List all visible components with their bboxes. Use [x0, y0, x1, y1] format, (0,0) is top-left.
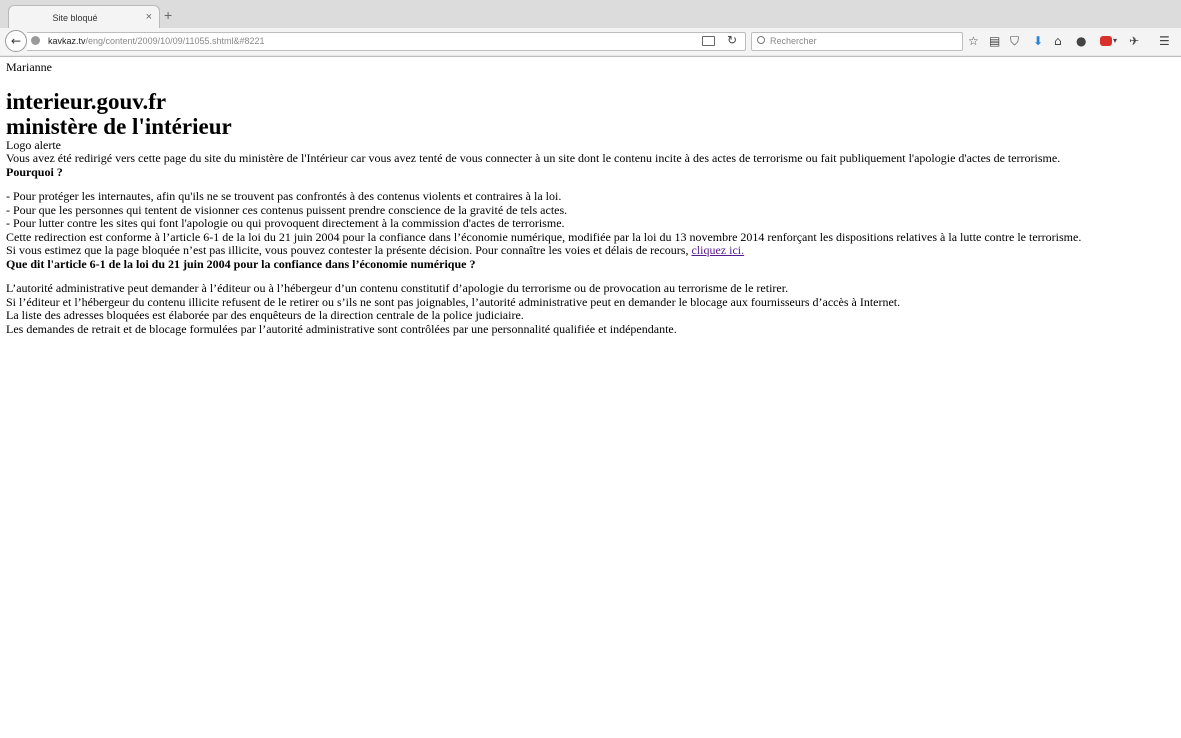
article-line: La liste des adresses bloquées est élaborée par des enquêteurs de la direction centrale de la police judiciaire. — [6, 308, 524, 322]
article-line: Les demandes de retrait et de blocage formulées par l’autorité administrative sont contrôlées par une personnalité qualifiée et indépendante. — [6, 321, 677, 336]
adblock-dropdown-icon[interactable]: ▾ — [1113, 36, 1118, 45]
article-heading: Que dit l'article 6-1 de la loi du 21 juin 2004 pour la confiance dans l’économie numérique ? — [6, 256, 476, 271]
intro-paragraph: Vous avez été redirigé vers cette page du site du ministère de l'Intérieur car vous avez tenté de vous connecter à un site dont le contenu incite à des actes de terrorisme ou fait publiquement l'apologie d'actes de terrorisme. — [6, 151, 1061, 165]
tab-close-icon[interactable]: × — [145, 11, 152, 23]
nav-bar — [0, 28, 1181, 55]
clipboard-icon[interactable]: ▤ — [989, 34, 1001, 48]
reason-item: - Pour protéger les internautes, afin qu'ils ne se trouvent pas confrontés à des contenus violents et contraires à la loi. — [6, 189, 562, 203]
browser-chrome — [0, 0, 1181, 57]
contest-paragraph — [6, 244, 1181, 258]
page-title — [6, 89, 1181, 139]
why-heading: Pourquoi ? — [6, 164, 63, 179]
star-icon[interactable]: ☆ — [968, 34, 979, 48]
reason-item: - Pour lutter contre les sites qui font l'apologie ou qui provoquent directement à la commission d'actes de terrorisme. — [6, 216, 565, 230]
url-host: kavkaz.tv — [48, 36, 86, 46]
page-content — [0, 57, 1181, 336]
legal-basis-paragraph: Cette redirection est conforme à l’article 6-1 de la loi du 21 juin 2004 pour la confiance dans l’économie numérique, modifiée par la loi du 13 novembre 2014 renforçant les dispositions relatives à la lutte contre le terrorisme. — [6, 229, 1082, 244]
url-text — [48, 36, 265, 46]
tab-site-bloque[interactable] — [8, 5, 160, 29]
share-icon[interactable]: ✈ — [1129, 34, 1140, 48]
url-path: /eng/content/2009/10/09/11055.shtml&#8221 — [85, 36, 265, 46]
reader-view-icon[interactable] — [702, 36, 715, 46]
back-button[interactable] — [5, 30, 27, 52]
url-bar[interactable] — [27, 32, 746, 51]
reasons-list — [6, 190, 1181, 231]
article-lines — [6, 282, 1181, 336]
pocket-icon[interactable]: ⛉ — [1010, 34, 1020, 48]
tab-strip — [0, 0, 1181, 28]
menu-icon[interactable]: ☰ — [1159, 34, 1170, 48]
article-line: Si l’éditeur et l’hébergeur du contenu illicite refusent de le retirer ou s’ils ne sont pas joignables, l’autorité administrative peut en demander le blocage aux fournisseurs d’accès à Internet. — [6, 294, 901, 309]
title-line-1: interieur.gouv.fr — [6, 88, 167, 114]
marianne-text: Marianne — [6, 60, 52, 74]
search-input[interactable] — [751, 32, 963, 51]
new-tab-button[interactable]: + — [164, 7, 173, 23]
tab-title: Site bloqué — [52, 13, 98, 23]
contest-link[interactable]: cliquez ici. — [691, 243, 745, 257]
adblock-icon[interactable] — [1100, 36, 1112, 46]
article-line: L’autorité administrative peut demander à l’éditeur ou à l’hébergeur d’un contenu constitutif d’apologie du terrorisme ou de provocation au terrorisme de le retirer. — [6, 281, 789, 295]
title-line-2: ministère de l'intérieur — [6, 113, 232, 139]
reason-item: - Pour que les personnes qui tentent de visionner ces contenus puissent prendre conscience de la gravité de tels actes. — [6, 202, 568, 217]
download-icon[interactable]: ⬇ — [1033, 34, 1044, 48]
chat-icon[interactable]: ● — [1076, 34, 1087, 48]
site-info-icon[interactable] — [31, 36, 40, 45]
home-icon[interactable]: ⌂ — [1054, 34, 1062, 48]
contest-text: Si vous estimez que la page bloquée n’est pas illicite, vous pouvez contester la présente décision. Pour connaître les voies et délais de recours, — [6, 243, 692, 257]
logo-alt-text: Logo alerte — [6, 137, 61, 152]
reload-icon[interactable]: ↻ — [726, 33, 737, 47]
back-arrow-icon: ← — [10, 34, 22, 48]
search-icon — [757, 36, 765, 44]
search-placeholder: Rechercher — [770, 36, 817, 46]
